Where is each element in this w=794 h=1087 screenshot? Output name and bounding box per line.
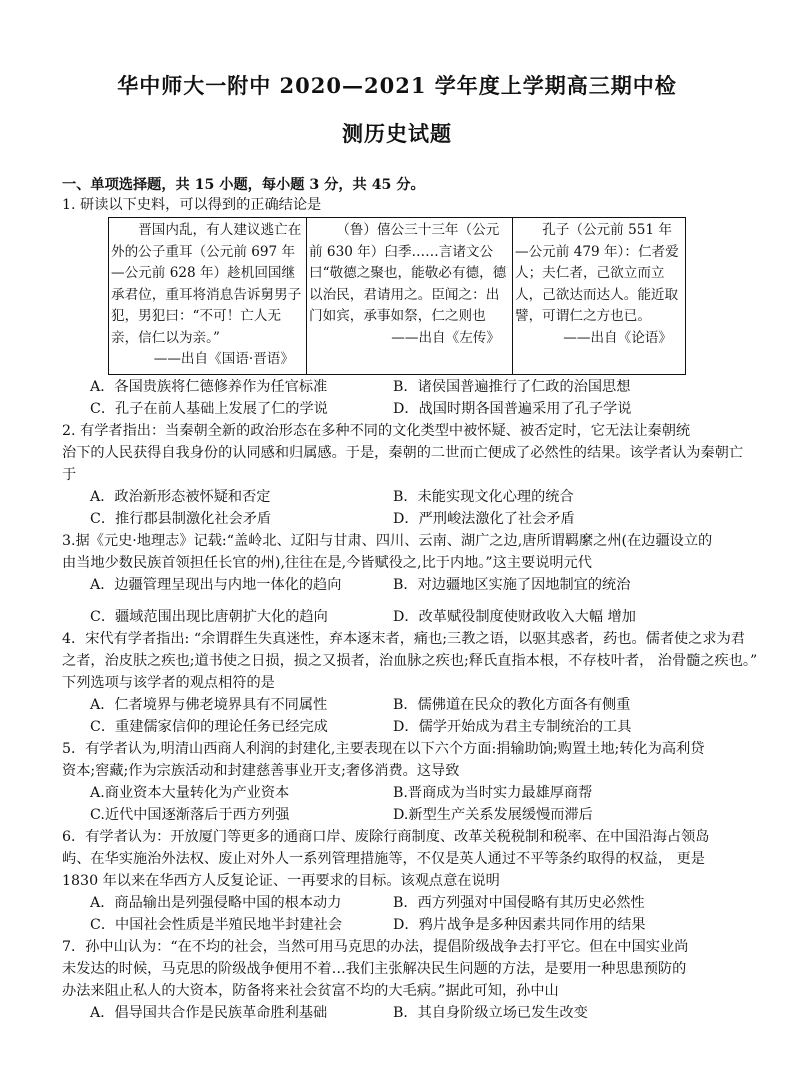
question-2-stem: 治下的人民获得自我身份的认同感和归属感。于是，秦朝的二世而亡便成了必然性的结果。该学者认为秦朝亡 bbox=[62, 445, 744, 461]
option-b: B.晋商成为当时实力最雄厚商帮 bbox=[393, 785, 593, 801]
source-citation: ——出自《左传》 bbox=[391, 329, 500, 346]
option-a: A．倡导国共合作是民族革命胜利基础 bbox=[90, 1005, 328, 1021]
option-a: A．仁者境界与佛老境界具有不同属性 bbox=[90, 697, 328, 713]
option-b: B．对边疆地区实施了因地制宜的统治 bbox=[393, 577, 631, 593]
question-4-stem: 之者，治皮肤之疾也;道书使之日损，损之又损者，治血脉之疾也;释氏直指本根，不存枝叶者， 治骨髓之疾也。” bbox=[62, 653, 758, 669]
option-c: C．推行郡县制激化社会矛盾 bbox=[90, 511, 272, 527]
option-d: D．严刑峻法激化了社会矛盾 bbox=[393, 511, 575, 527]
option-b: B．未能实现文化心理的统合 bbox=[393, 489, 574, 505]
question-5-stem: 资本;窖藏;作为宗族活动和封建慈善事业开支;奢侈消费。这导致 bbox=[62, 763, 460, 779]
option-a: A．各国贵族将仁德修养作为任官标准 bbox=[90, 379, 328, 395]
option-d: D．改革赋役制度使财政收入大幅 增加 bbox=[393, 609, 636, 625]
source-citation: ——出自《论语》 bbox=[563, 329, 672, 346]
exam-title-line1: 华中师大一附中 2020—2021 学年度上学期高三期中检 bbox=[117, 73, 677, 98]
question-4-stem: 4．宋代有学者指出: “余谓群生失真迷性，弃本逐末者，痛也;三教之语，以驱其惑者，药也。儒者使之求为君 bbox=[62, 631, 745, 647]
question-7-stem: 7．孙中山认为：“在不均的社会，当然可用马克思的办法，提倡阶级战争去打平它。但在中国实业尚 bbox=[62, 939, 689, 955]
source-text: 孔子（公元前 551 年—公元前 479 年）：仁者爱人；夫仁者，己欲立而立人，己欲达而达人。能近取譬，可谓仁之方也已。 bbox=[515, 222, 679, 324]
source-table bbox=[108, 217, 686, 375]
option-b: B．西方列强对中国侵略有其历史必然性 bbox=[393, 895, 645, 911]
option-d: D．战国时期各国普遍采用了孔子学说 bbox=[393, 401, 632, 417]
source-cell-zuozhuan bbox=[307, 218, 513, 374]
question-7-stem: 办法来阻止私人的大资本，防备将来社会贫富不均的大毛病。”据此可知，孙中山 bbox=[62, 983, 559, 999]
option-b: B．诸侯国普遍推行了仁政的治国思想 bbox=[393, 379, 631, 395]
option-c: C．中国社会性质是半殖民地半封建社会 bbox=[90, 917, 343, 933]
option-b: B．其自身阶级立场已发生改变 bbox=[393, 1005, 588, 1021]
source-text: （鲁）僖公三十三年（公元前 630 年）臼季……言诸文公曰“敬德之聚也，能敬必有德，德以治民，君请用之。臣闻之：出门如宾，承事如祭，仁之则也 bbox=[309, 222, 507, 324]
question-6-stem: 屿、在华实施治外法权、废止对外人一系列管理措施等，不仅是英人通过不平等条约取得的权益， 更是 bbox=[62, 851, 705, 867]
question-2-stem: 于 bbox=[62, 467, 77, 483]
question-1-stem: 1. 研读以下史料，可以得到的正确结论是 bbox=[62, 197, 322, 213]
question-7-stem: 未发达的时候，马克思的阶级战争便用不着…我们主张解决民生问题的方法，是要用一种思患预防的 bbox=[62, 961, 687, 977]
question-2-stem: 2. 有学者指出：当秦朝全新的政治形态在多种不同的文化类型中被怀疑、被否定时，它无法让秦朝统 bbox=[62, 423, 691, 439]
option-a: A．商品输出是列强侵略中国的根本动力 bbox=[90, 895, 342, 911]
question-4-stem: 下列选项与该学者的观点相符的是 bbox=[62, 675, 275, 691]
option-a: A.商业资本大量转化为产业资本 bbox=[90, 785, 290, 801]
option-c: C．孔子在前人基础上发展了仁的学说 bbox=[90, 401, 328, 417]
option-c: C．重建儒家信仰的理论任务已经完成 bbox=[90, 719, 328, 735]
option-c: C．疆域范围出现比唐朝扩大化的趋向 bbox=[90, 609, 328, 625]
question-6-stem: 6．有学者认为：开放厦门等更多的通商口岸、废除行商制度、改革关税税制和税率、在中国沿海占领岛 bbox=[62, 829, 710, 845]
question-5-stem: 5．有学者认为,明清山西商人利润的封建化,主要表现在以下六个方面:捐输助饷;购置土地;转化为高利贷 bbox=[62, 741, 705, 757]
source-text: 晋国内乱，有人建议逃亡在外的公子重耳（公元前 697 年—公元前 628 年）趁机回国继承君位，重耳将消息告诉舅男子犯，男犯曰：“不可！亡人无亲，信仁以为亲。” bbox=[111, 222, 302, 346]
option-d: D.新型生产关系发展缓慢而滞后 bbox=[393, 807, 593, 823]
option-d: D．鸦片战争是多种因素共同作用的结果 bbox=[393, 917, 646, 933]
question-6-stem: 1830 年以来在华西方人反复论证、一再要求的目标。该观点意在说明 bbox=[62, 873, 500, 889]
source-cell-guoyu bbox=[109, 218, 307, 374]
section-heading: 一、单项选择题，共 15 小题，每小题 3 分，共 45 分。 bbox=[62, 177, 425, 193]
source-cell-lunyu bbox=[513, 218, 684, 374]
option-d: D．儒学开始成为君主专制统治的工具 bbox=[393, 719, 632, 735]
option-b: B．儒佛道在民众的教化方面各有侧重 bbox=[393, 697, 631, 713]
exam-title-line2: 测历史试题 bbox=[342, 121, 452, 146]
source-citation: ——出自《国语·晋语》 bbox=[153, 351, 294, 367]
question-3-stem: 3.据《元史·地理志》记载:“盖岭北、辽阳与甘肃、四川、云南、湖广之边,唐所谓羁縻之州(在边疆设立的 bbox=[62, 533, 713, 549]
option-a: A．边疆管理呈现出与内地一体化的趋向 bbox=[90, 577, 342, 593]
question-3-stem: 由当地少数民族首领担任长官的州),往往在是,今皆赋役之,比于内地。”这主要说明元代 bbox=[62, 555, 592, 571]
option-a: A．政治新形态被怀疑和否定 bbox=[90, 489, 271, 505]
option-c: C.近代中国逐渐落后于西方列强 bbox=[90, 807, 290, 823]
